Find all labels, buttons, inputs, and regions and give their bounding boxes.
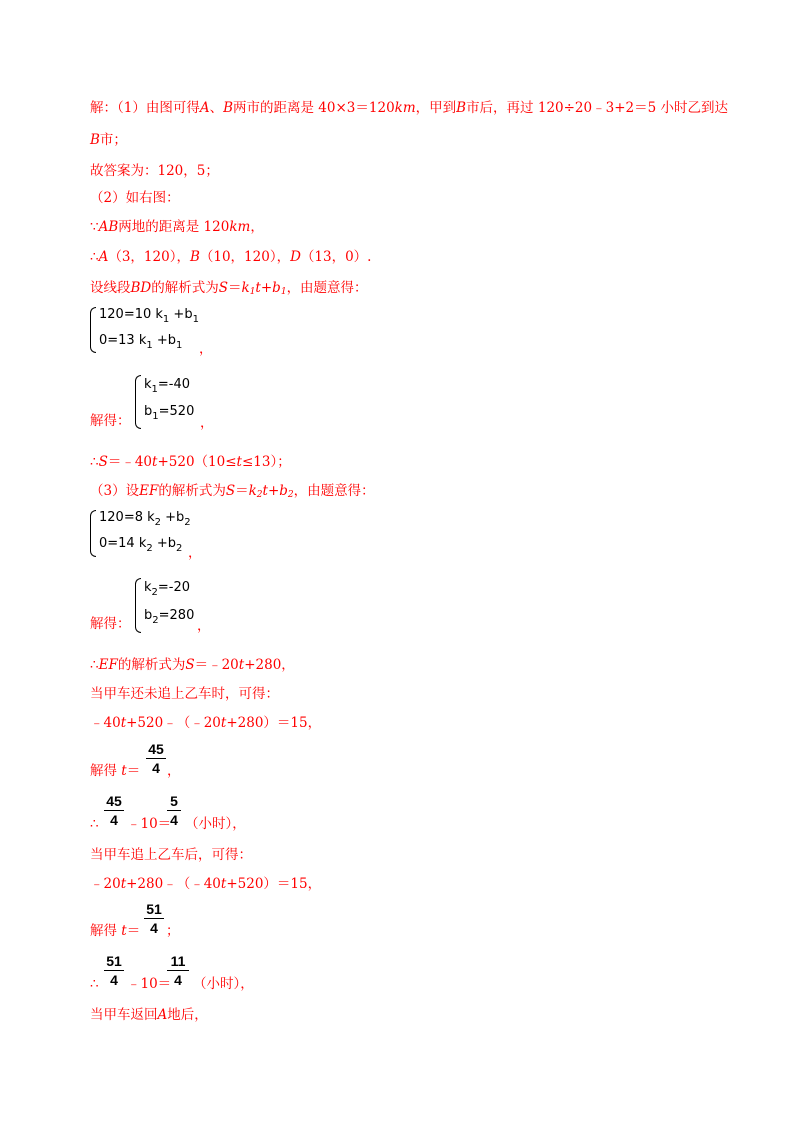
brace-icon <box>135 578 141 633</box>
text: +280﹣（﹣40 <box>126 876 221 892</box>
numerator: 45 <box>106 793 122 809</box>
case2-solution <box>90 922 140 940</box>
solution2-b <box>144 608 194 629</box>
text: （小时）， <box>185 816 246 832</box>
eq-part: k <box>144 377 152 392</box>
text: ≤13）； <box>241 454 291 470</box>
segment-ef: EF <box>98 657 118 673</box>
solution1-b <box>144 404 194 425</box>
text: （13，0）. <box>300 249 372 265</box>
text: ﹣10＝ <box>127 976 172 992</box>
text: ﹣40 <box>90 715 121 731</box>
text: +280）＝15， <box>226 715 322 731</box>
ef-result-line <box>90 656 295 674</box>
fraction-45-4 <box>146 741 166 776</box>
eq-part: 120=8 k <box>99 510 155 525</box>
system2-eq2 <box>99 536 182 557</box>
subscript: 2 <box>256 490 263 500</box>
solution1-k <box>144 377 190 398</box>
ef-setup-line <box>90 482 375 504</box>
text: （小时）， <box>193 976 254 992</box>
numerator: 51 <box>106 953 122 969</box>
fraction-51-4 <box>144 901 164 936</box>
var-t: t <box>255 280 261 296</box>
eq-part: b <box>144 404 153 419</box>
var-b: b <box>272 280 281 296</box>
eq-sub: 2 <box>151 587 158 598</box>
system1-eq2 <box>99 333 182 354</box>
text: 地后， <box>167 1007 208 1023</box>
var-t: t <box>152 454 158 470</box>
bd-setup-line <box>90 279 368 301</box>
text: +520﹣（﹣20 <box>126 715 221 731</box>
eq-sub: 1 <box>146 340 153 351</box>
var-t: t <box>121 923 127 939</box>
eq-part: =-40 <box>157 377 191 392</box>
point-b: B <box>90 132 100 148</box>
eq-part: b <box>144 608 153 623</box>
eq-sub: 2 <box>184 517 191 528</box>
fraction-bar <box>104 970 124 971</box>
text: + <box>267 483 280 499</box>
text: +280， <box>244 657 295 673</box>
therefore-symbol: ∴ <box>90 976 99 992</box>
point-d: D <box>290 249 301 265</box>
text: 当甲车返回 <box>90 1007 158 1023</box>
var-t: t <box>220 876 227 892</box>
brace-icon <box>135 375 141 429</box>
subscript: 1 <box>280 287 287 297</box>
text: （3）设 <box>90 483 140 499</box>
eq-part: =280 <box>158 608 195 623</box>
comma: ， <box>200 415 214 431</box>
text: ＝﹣40 <box>107 454 153 470</box>
text: 两市的距离是 40×3＝120 <box>233 100 395 116</box>
var-t: t <box>120 876 127 892</box>
comma: ， <box>199 341 213 357</box>
text: +520）＝15， <box>226 876 322 892</box>
therefore-symbol: ∴ <box>90 657 99 673</box>
text: 市； <box>99 132 127 148</box>
fraction-5-4 <box>167 793 181 828</box>
eq-sub: 2 <box>176 543 183 554</box>
text: 解得 <box>90 923 117 939</box>
fraction-51-4 <box>104 953 124 988</box>
text: ﹣10＝ <box>127 816 172 832</box>
brace-icon <box>90 510 96 557</box>
return-line <box>90 1006 208 1024</box>
therefore-symbol: ∴ <box>90 454 99 470</box>
text: +520（10≤ <box>157 454 237 470</box>
text: （10，120）， <box>199 249 291 265</box>
text: 解得 <box>90 763 117 779</box>
text: ﹣20 <box>90 876 121 892</box>
case2-heading: 当甲车追上乙车后，可得： <box>90 847 252 863</box>
comma: ， <box>197 618 211 634</box>
eq-sub: 2 <box>146 543 153 554</box>
bd-result-line <box>90 453 291 471</box>
system1-eq1 <box>99 307 199 328</box>
solution-line-1 <box>90 99 728 117</box>
therefore-symbol: ∴ <box>90 816 99 832</box>
eq-sub: 1 <box>192 314 199 325</box>
unit-km: km <box>229 219 251 235</box>
var-t: t <box>121 763 127 779</box>
fraction-bar <box>146 758 166 759</box>
solve-label: 解得： <box>90 616 131 632</box>
segment-bd: BD <box>130 280 152 296</box>
fraction-bar <box>144 918 164 919</box>
comma: ， <box>188 545 202 561</box>
denominator: 4 <box>110 972 118 988</box>
text: ，由题意得： <box>293 483 375 499</box>
text: ， <box>250 219 264 235</box>
fraction-bar <box>104 810 124 811</box>
text: ＝ <box>235 483 249 499</box>
point-b: B <box>456 100 467 116</box>
text: ＝﹣20 <box>194 657 239 673</box>
var-b: b <box>279 483 288 499</box>
numerator: 11 <box>170 953 186 969</box>
var-t: t <box>236 454 242 470</box>
subscript: 1 <box>249 287 256 297</box>
because-symbol: ∵ <box>90 219 99 235</box>
case1-solution <box>90 762 140 780</box>
text: ，由题意得： <box>286 280 368 296</box>
case2-equation <box>90 875 321 893</box>
var-s: S <box>185 657 195 673</box>
var-s: S <box>225 483 236 499</box>
eq-sub: 1 <box>152 411 159 422</box>
point-a: A <box>199 100 210 116</box>
eq-sub: 2 <box>154 517 162 528</box>
eq-sub: 1 <box>151 384 158 395</box>
point-a: A <box>157 1007 168 1023</box>
denominator: 4 <box>174 972 182 988</box>
segment-ab: AB <box>98 219 119 235</box>
point-a: A <box>98 249 109 265</box>
text: 设线段 <box>90 280 131 296</box>
part2-heading: （2）如右图： <box>90 190 180 206</box>
numerator: 51 <box>146 901 162 917</box>
fraction-bar <box>167 810 181 811</box>
text: 的解析式为 <box>117 657 186 673</box>
var-s: S <box>98 454 108 470</box>
var-t: t <box>120 715 127 731</box>
solution-line-2 <box>90 131 127 149</box>
point-b: B <box>223 100 234 116</box>
semicolon: ； <box>166 923 180 939</box>
numerator: 5 <box>170 793 178 809</box>
therefore-symbol: ∴ <box>90 249 99 265</box>
denominator: 4 <box>170 812 178 828</box>
eq-sub: 1 <box>162 314 170 325</box>
eq-part: 120=10 k <box>99 307 163 322</box>
var-t: t <box>238 657 245 673</box>
eq-part: k <box>144 580 152 595</box>
distance-line <box>90 218 264 236</box>
unit-km: km <box>394 100 416 116</box>
text: 两地的距离是 120 <box>118 219 230 235</box>
text: ＝ <box>228 280 242 296</box>
eq-part: =520 <box>158 404 195 419</box>
text: ，甲到 <box>415 100 457 116</box>
eq-part: =-20 <box>157 580 191 595</box>
text: 、 <box>209 100 224 116</box>
var-k: k <box>248 483 257 499</box>
var-t: t <box>220 715 227 731</box>
eq-part: +b <box>152 333 177 348</box>
fraction-11-4 <box>167 953 189 988</box>
brace-icon <box>90 307 96 353</box>
eq-part: 0=13 k <box>99 333 147 348</box>
fraction-bar <box>167 970 189 971</box>
denominator: 4 <box>152 760 160 776</box>
point-b: B <box>189 249 200 265</box>
solution2-k <box>144 580 190 601</box>
fraction-45-4 <box>104 793 124 828</box>
subscript: 2 <box>287 490 294 500</box>
comma: ， <box>167 763 181 779</box>
solve-label: 解得： <box>90 413 131 429</box>
text: 的解析式为 <box>158 483 226 499</box>
answer-line: 故答案为：120，5； <box>90 163 219 179</box>
text: （3，120）， <box>108 249 190 265</box>
var-k: k <box>241 280 250 296</box>
denominator: 4 <box>150 920 158 936</box>
text: ＝ <box>126 763 141 779</box>
eq-part: +b <box>152 536 177 551</box>
eq-part: +b <box>161 510 185 525</box>
var-t: t <box>262 483 268 499</box>
text: 的解析式为 <box>151 280 219 296</box>
case1-equation <box>90 714 321 732</box>
eq-sub: 1 <box>176 340 183 351</box>
text: + <box>260 280 273 296</box>
text: 市后，再过 120÷20﹣3+2＝5 小时乙到达 <box>466 100 728 116</box>
eq-part: 0=14 k <box>99 536 147 551</box>
segment-ef: EF <box>139 483 159 499</box>
case1-heading: 当甲车还未追上乙车时，可得： <box>90 686 279 702</box>
numerator: 45 <box>148 741 164 757</box>
denominator: 4 <box>110 812 118 828</box>
var-s: S <box>218 280 228 296</box>
text: ＝ <box>126 923 141 939</box>
text: 解：（1）由图可得 <box>90 100 200 116</box>
system2-eq1 <box>99 510 191 531</box>
eq-sub: 2 <box>152 615 159 626</box>
coordinates-line <box>90 248 371 266</box>
eq-part: +b <box>169 307 193 322</box>
